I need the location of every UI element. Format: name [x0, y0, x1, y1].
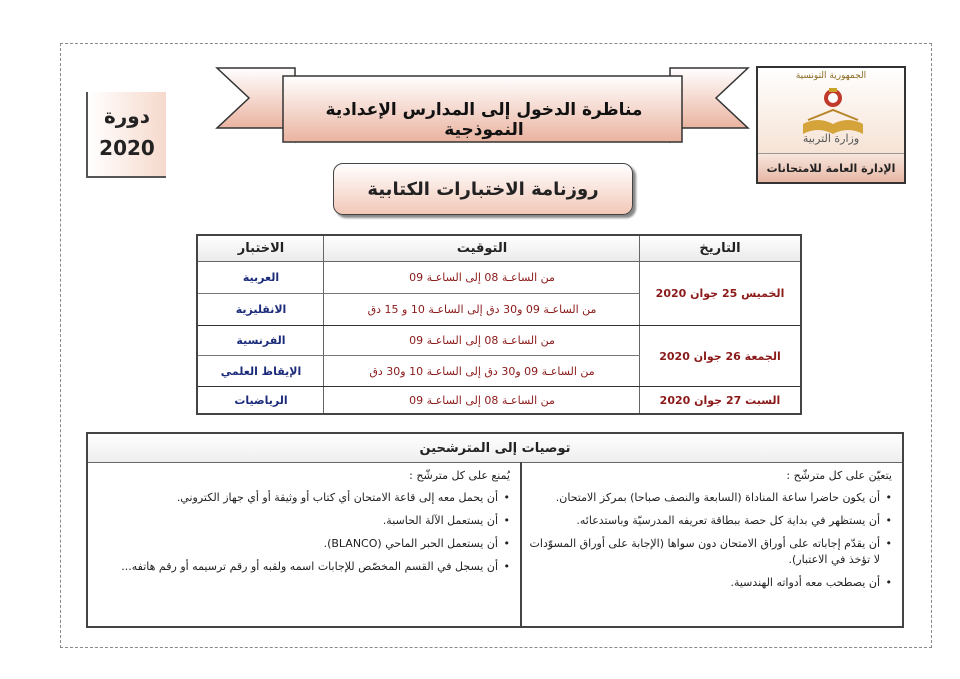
schedule-table: [196, 234, 802, 415]
col-header-subject: الاختبار: [198, 236, 324, 262]
table-cell-time: من الساعـة 09 و30 دق إلى الساعـة 10 و 15 دق: [367, 303, 597, 316]
list-item: • أن يستعمل الحبر الماحي (BLANCO).: [98, 536, 510, 552]
forbidden-heading: يُمنع على كل مترشّح :: [409, 469, 510, 482]
recommendations-title: توصيات إلى المترشحين: [88, 434, 902, 463]
list-item: • أن يقدّم إجاباته على أوراق الامتحان دون سواها (الإجابة على أوراق المسوّدات لا تؤخذ في الاعتبار).: [528, 536, 892, 568]
table-cell-time: من الساعـة 08 إلى الساعـة 09: [409, 271, 555, 284]
table-row-date: الجمعة 26 جوان 2020: [659, 349, 781, 363]
table-cell-subject: الإيقاظ العلمي: [220, 364, 302, 378]
table-row-date: السبت 27 جوان 2020: [659, 393, 781, 407]
forbidden-list: [98, 490, 510, 575]
forbidden-column: [88, 464, 520, 626]
table-cell-time: من الساعـة 08 إلى الساعـة 09: [409, 393, 555, 407]
required-list: [528, 490, 892, 591]
list-item: • أن يستظهر في بداية كل حصة ببطاقة تعريفه المدرسيّة وباستدعائه.: [528, 513, 892, 529]
session-year: 2020: [99, 136, 155, 160]
ministry-logo-box: [756, 66, 906, 184]
list-item: • أن يصطحب معه أدواته الهندسية.: [528, 575, 892, 591]
table-cell-subject: العربية: [242, 271, 280, 284]
col-header-date: التاريخ: [640, 236, 800, 262]
exams-directorate-label: الإدارة العامة للامتحانات: [758, 153, 904, 182]
required-heading: يتعيّن على كل مترشّح :: [786, 469, 892, 482]
list-item: • أن يحمل معه إلى قاعة الامتحان أي كتاب أو وثيقة أو أي جهاز الكتروني.: [98, 490, 510, 506]
list-item: • أن يستعمل الآلة الحاسبة.: [98, 513, 510, 529]
col-header-time: التوقيت: [324, 236, 640, 262]
logo-ministry-text: وزارة التربية: [802, 132, 860, 145]
table-cell-time: من الساعـة 08 إلى الساعـة 09: [409, 334, 555, 347]
banner-title: مناظرة الدخول إلى المدارس الإعدادية النموذجية: [325, 100, 643, 140]
required-column: [518, 464, 902, 626]
table-cell-subject: الانقليزية: [235, 303, 287, 316]
session-box: [86, 92, 166, 178]
schedule-title: روزنامة الاختبارات الكتابية: [333, 163, 633, 215]
table-cell-subject: الفرنسية: [236, 334, 286, 347]
table-row-date: الخميس 25 جوان 2020: [655, 287, 785, 300]
logo-republic-text: الجمهورية التونسية: [795, 71, 867, 81]
recommendations-box: [86, 432, 904, 628]
table-cell-subject: الرياضيات: [234, 393, 288, 407]
table-cell-time: من الساعـة 09 و30 دق إلى الساعـة 10 و30 دق: [369, 364, 595, 378]
list-item: • أن يسجل في القسم المخصّص للإجابات اسمه ولقبه أو رقم ترسيمه أو رقم هاتفه...: [98, 559, 510, 575]
logo-top: [758, 68, 904, 156]
list-item: • أن يكون حاضرا ساعة المناداة (السابعة والنصف صباحا) بمركز الامتحان.: [528, 490, 892, 506]
session-word: دورة: [103, 104, 150, 128]
